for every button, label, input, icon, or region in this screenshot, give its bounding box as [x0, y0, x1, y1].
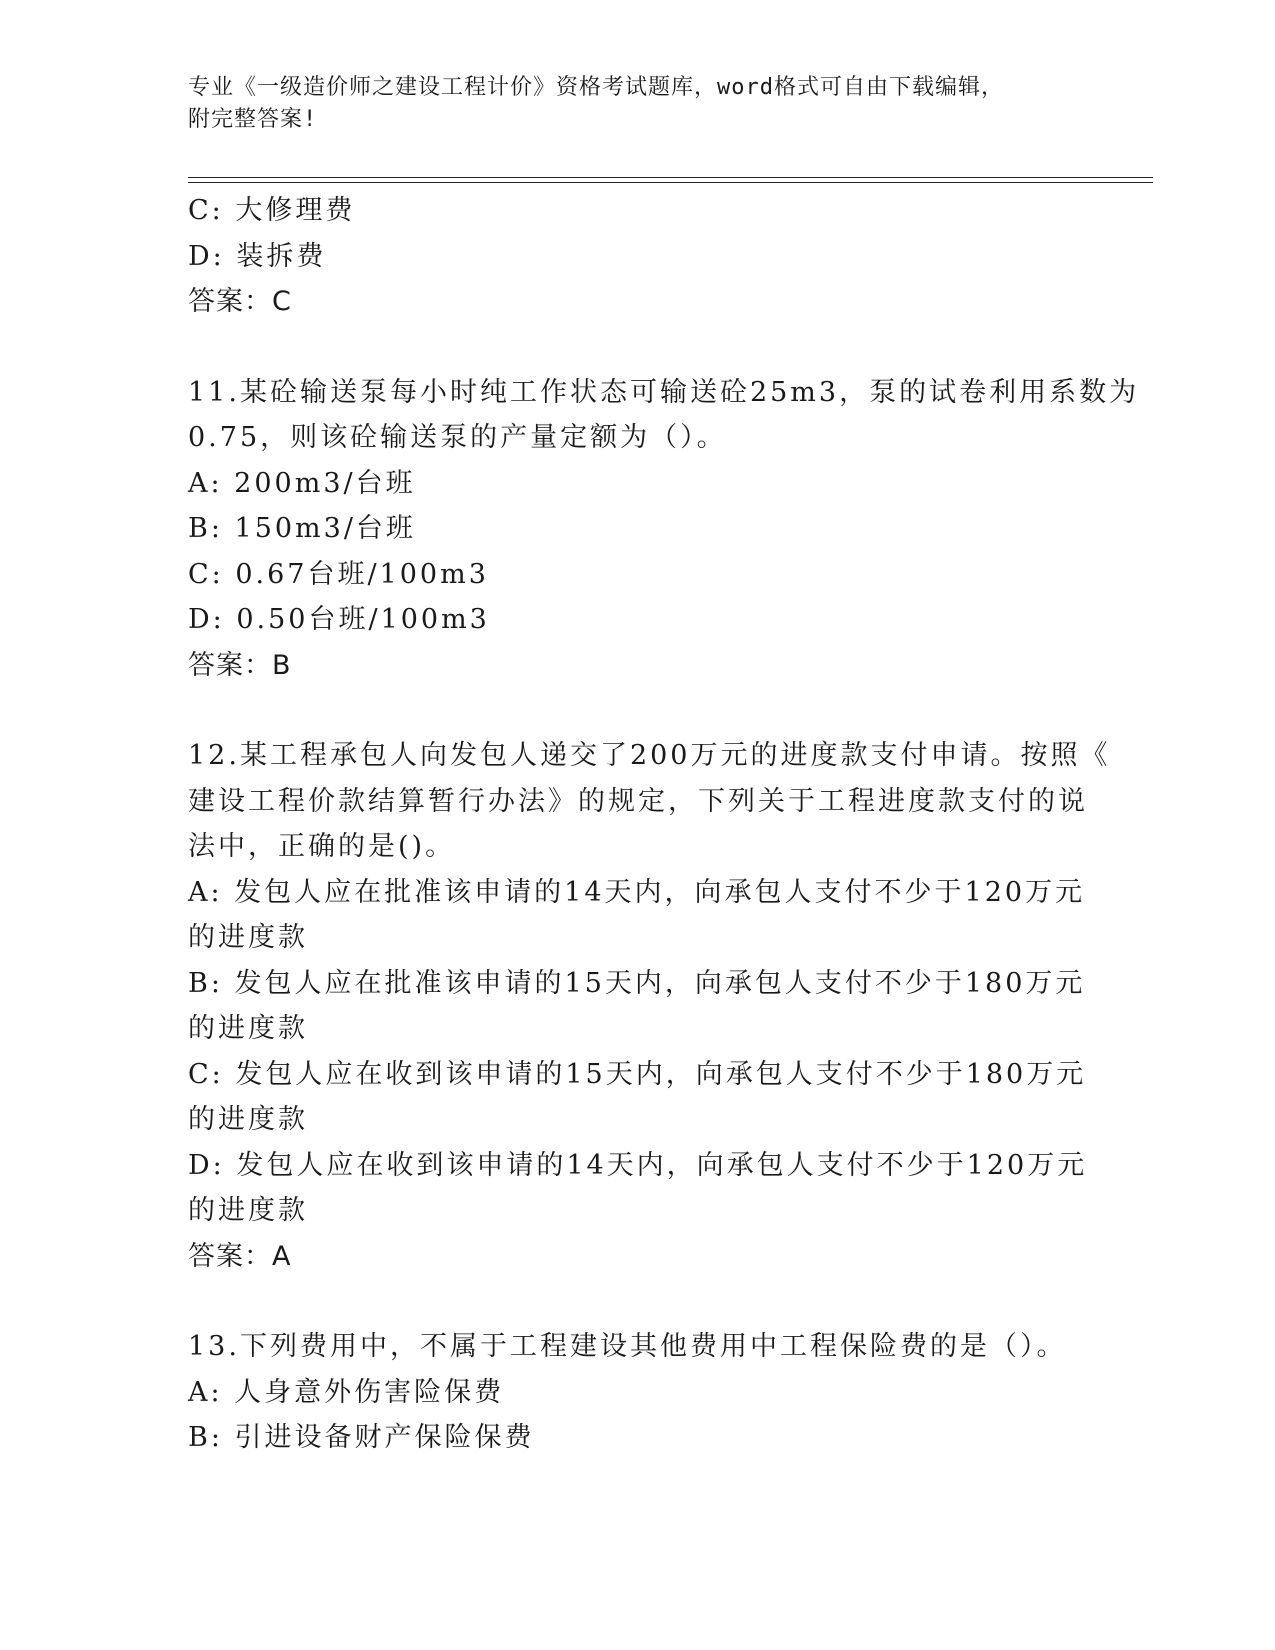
option-line: A: 200m3/台班: [188, 467, 416, 499]
option-line-continued: 的进度款: [188, 1104, 308, 1135]
question-stem-line: 13.下列费用中，不属于工程建设其他费用中工程保险费的是（）。: [188, 1331, 1067, 1362]
option-line-continued: 的进度款: [188, 922, 308, 953]
option-line: C: 0.67台班/100m3: [188, 558, 489, 590]
header-divider-top: [188, 177, 1153, 178]
question-block-12: [188, 733, 1111, 1279]
question-stem-line: 建设工程价款结算暂行办法》的规定，下列关于工程进度款支付的说: [188, 785, 1088, 817]
option-line: D: 发包人应在收到该申请的14天内，向承包人支付不少于120万元: [188, 1149, 1088, 1181]
option-line: C: 大修理费: [188, 195, 356, 226]
option-line-continued: 的进度款: [188, 1013, 308, 1044]
header-line-1: 专业《一级造价师之建设工程计价》资格考试题库，word格式可自由下载编辑，: [188, 75, 1004, 100]
question-block-11: [188, 370, 1140, 689]
question-stem-line: 12.某工程承包人向发包人递交了200万元的进度款支付申请。按照《: [188, 740, 1111, 771]
option-line: B: 引进设备财产保险保费: [188, 1422, 535, 1453]
question-block-13: [188, 1324, 1098, 1461]
option-line: A: 发包人应在批准该申请的14天内，向承包人支付不少于120万元: [188, 876, 1086, 908]
spacer: [188, 688, 1098, 733]
option-line-continued: 的进度款: [188, 1195, 308, 1226]
answer-line: 答案：C: [188, 286, 292, 317]
header-divider-bottom: [188, 182, 1153, 183]
question-content: [188, 188, 1140, 1461]
question-block-10-tail: [188, 188, 1098, 325]
answer-line: 答案：A: [188, 1240, 292, 1272]
option-line: C: 发包人应在收到该申请的15天内，向承包人支付不少于180万元: [188, 1058, 1087, 1090]
question-stem-line: 0.75，则该砼输送泵的产量定额为（）。: [188, 422, 727, 453]
option-line: D: 0.50台班/100m3: [188, 604, 490, 635]
question-stem-line: 11.某砼输送泵每小时纯工作状态可输送砼25m3，泵的试卷利用系数为: [188, 376, 1140, 408]
document-header: [188, 72, 1088, 136]
header-line-2: 附完整答案!: [188, 107, 318, 132]
spacer: [188, 325, 1098, 370]
option-line: D: 装拆费: [188, 240, 327, 272]
option-line: B: 发包人应在批准该申请的15天内，向承包人支付不少于180万元: [188, 967, 1086, 999]
option-line: A: 人身意外伤害险保费: [188, 1376, 505, 1408]
spacer: [188, 1279, 1098, 1324]
answer-line: 答案：B: [188, 649, 292, 681]
question-stem-line: 法中，正确的是()。: [188, 831, 456, 862]
option-line: B: 150m3/台班: [188, 513, 416, 544]
